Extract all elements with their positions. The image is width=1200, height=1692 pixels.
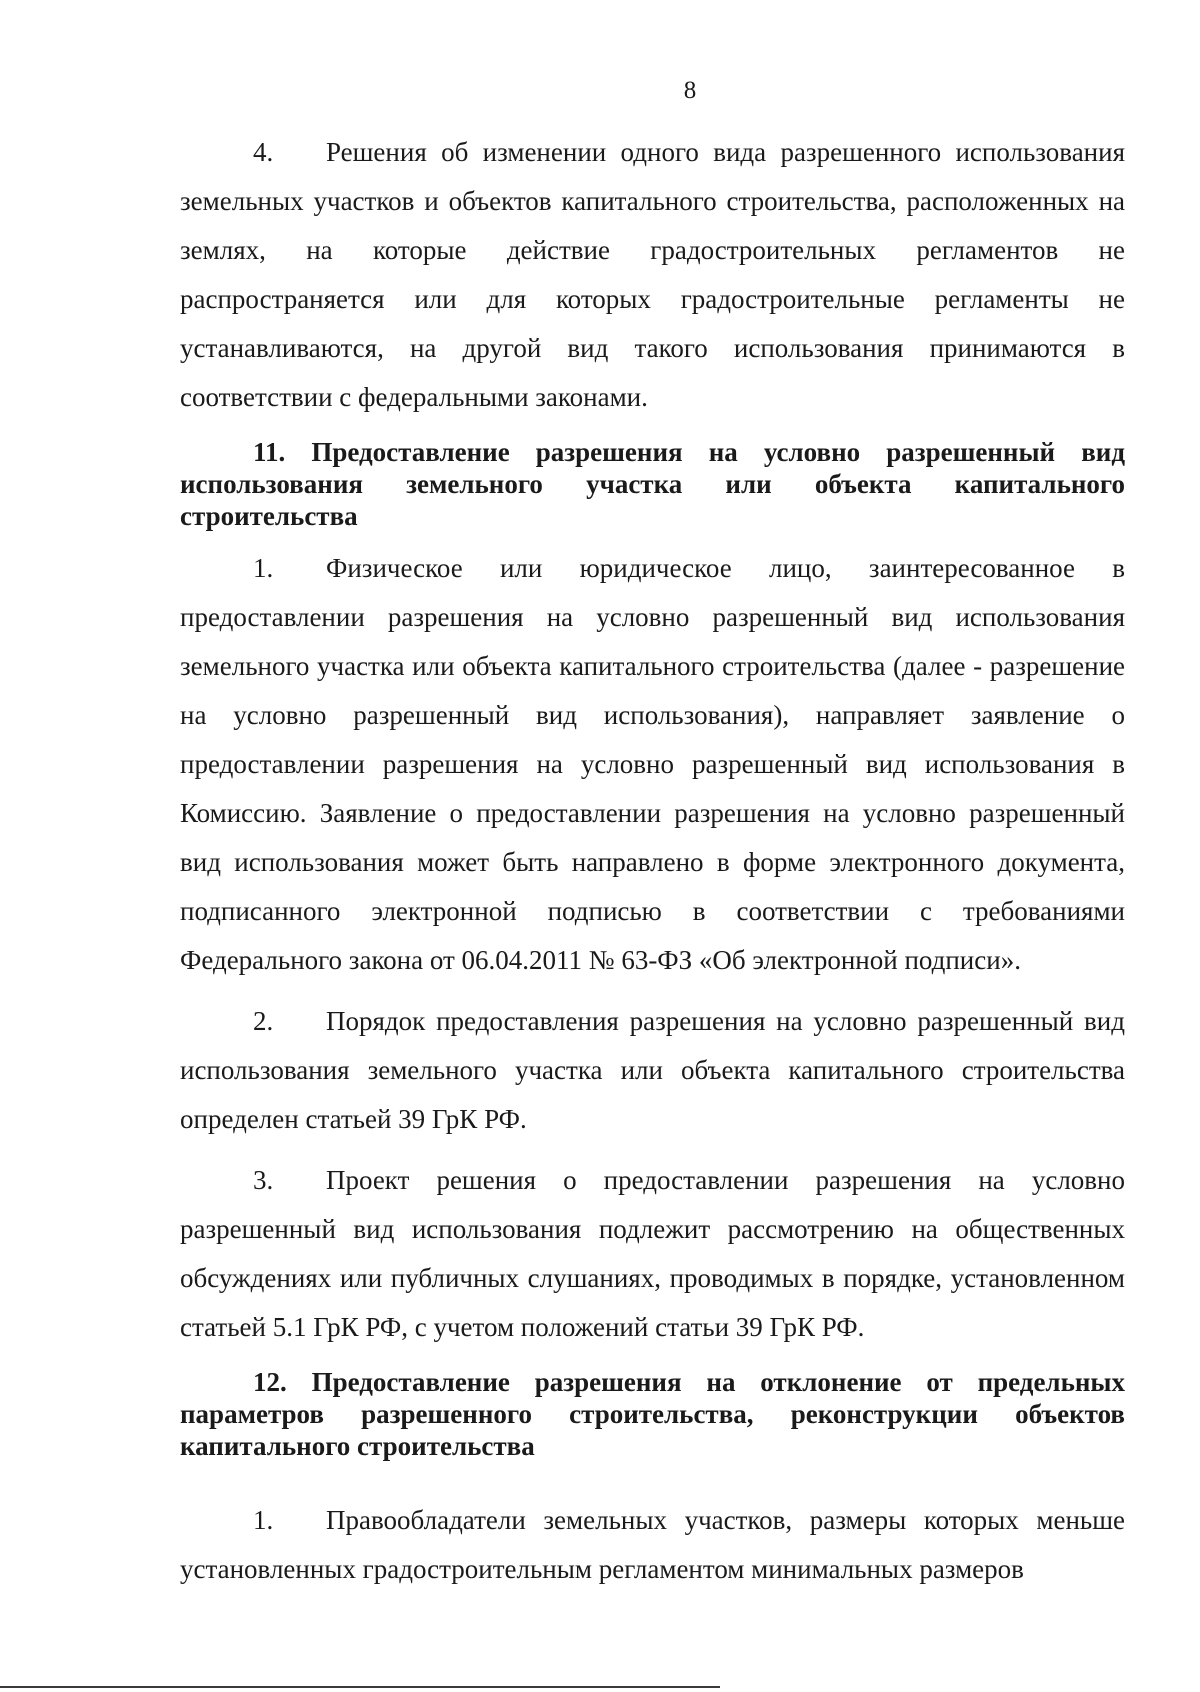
paragraph-text: Проект решения о предоставлении разрешения на условно разрешенный вид использования подлежит рассмотрению на общественных обсуждениях или публичных слушаниях, проводимых в порядке, установленном статьей 5.1 ГрК РФ, с учетом положений статьи 39 ГрК РФ.: [180, 1165, 1125, 1342]
paragraph-text: Физическое или юридическое лицо, заинтересованное в предоставлении разрешения на условно разрешенный вид использования земельного участка или объекта капитального строительства (далее - разрешение на условно разрешенный вид использования), направляет заявление о предоставлении разрешения на условно разрешенный вид использования в Комиссию. Заявление о предоставлении разрешения на условно разрешенный вид использования может быть направлено в форме электронного документа, подписанного электронной подписью в соответствии с требованиями Федерального закона от 06.04.2011 № 63-ФЗ «Об электронной подписи».: [180, 553, 1125, 975]
spacer: [180, 1468, 1125, 1496]
document-body: [180, 128, 1125, 1594]
scan-bottom-edge: [0, 1686, 720, 1688]
page-number: 8: [683, 77, 697, 104]
spacer: [180, 1144, 1125, 1156]
spacer: [180, 1352, 1125, 1358]
paragraph-12-1: [180, 1496, 1125, 1594]
paragraph-11-3: [180, 1156, 1125, 1352]
spacer: [180, 985, 1125, 997]
paragraph-text: Правообладатели земельных участков, размеры которых меньше установленных градостроительным регламентом минимальных размеров: [180, 1505, 1125, 1584]
paragraph-number: 4.: [253, 137, 274, 167]
paragraph-text: Решения об изменении одного вида разрешенного использования земельных участков и объектов капитального строительства, расположенных на землях, на которые действие градостроительных регламентов не распространяется или для которых градостроительные регламенты не устанавливаются, на другой вид такого использования принимаются в соответствии с федеральными законами.: [180, 137, 1125, 412]
paragraph-11-1: [180, 544, 1125, 985]
section-heading-12: 12. Предоставление разрешения на отклонение от предельных параметров разрешенного строительства, реконструкции объектов капитального строительства: [180, 1367, 1125, 1461]
paragraph-number: 3.: [253, 1165, 274, 1195]
paragraph-11-2: [180, 997, 1125, 1144]
paragraph-4: [180, 128, 1125, 422]
paragraph-text: Порядок предоставления разрешения на условно разрешенный вид использования земельного участка или объекта капитального строительства определен статьей 39 ГрК РФ.: [180, 1006, 1125, 1134]
spacer: [180, 422, 1125, 428]
paragraph-number: 2.: [253, 1006, 274, 1036]
paragraph-number: 1.: [253, 1505, 274, 1535]
paragraph-number: 1.: [253, 553, 274, 583]
section-heading-11: 11. Предоставление разрешения на условно разрешенный вид использования земельного участка или объекта капитального строительства: [180, 437, 1125, 531]
